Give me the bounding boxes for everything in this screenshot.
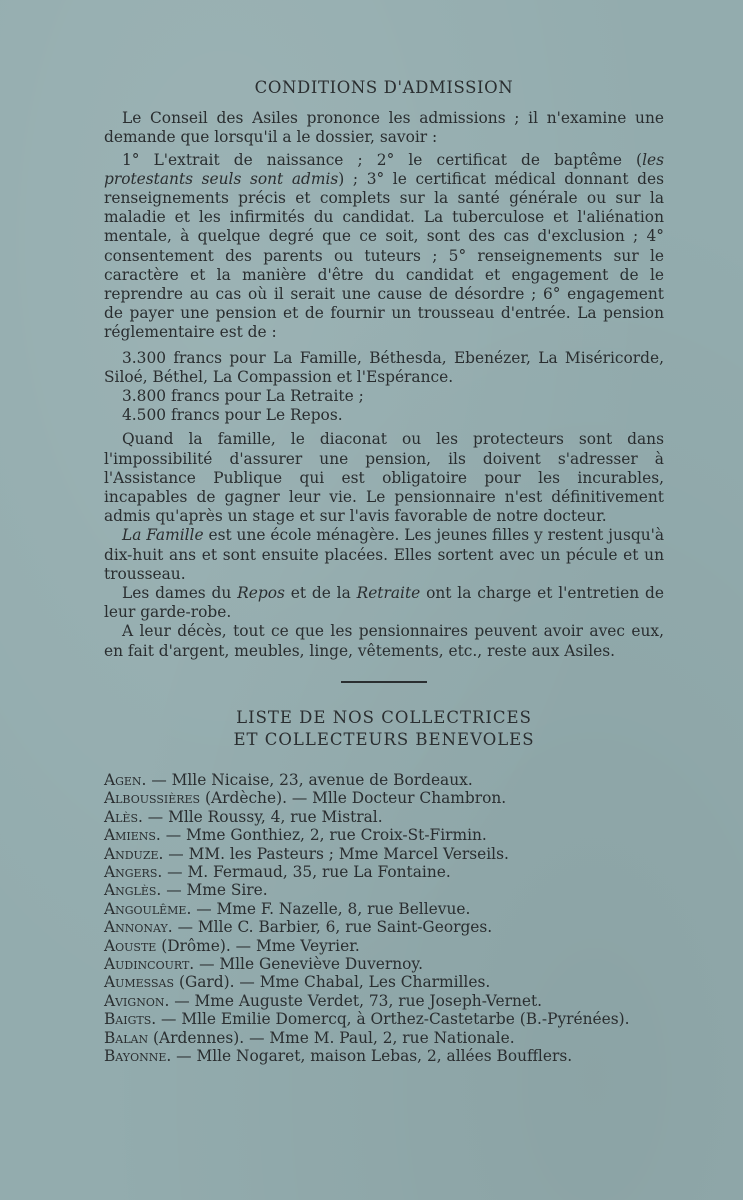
list-title-line-2: ET COLLECTEURS BENEVOLES: [233, 729, 535, 749]
collector-details: (Ardèche). — Mlle Docteur Chambron.: [200, 789, 507, 808]
dames-text-c: ont la charge et l'entretien de leur garde-robe.: [104, 584, 665, 622]
collector-details: (Drôme). — Mme Veyrier.: [156, 936, 360, 955]
dames-text-a: Les dames du: [122, 584, 238, 603]
conditions-italic: les protestants seuls sont admis: [104, 150, 664, 188]
collector-entry: [104, 1010, 664, 1028]
collector-city: Annonay.: [104, 918, 173, 937]
collector-entry: [104, 826, 664, 844]
collector-details: — Mme Gonthiez, 2, rue Croix-St-Firmin.: [160, 826, 487, 845]
section-divider: [341, 681, 427, 683]
collector-city: Amiens.: [104, 826, 161, 845]
collector-city: Baigts.: [104, 1010, 157, 1029]
collector-details: (Ardennes). — Mme M. Paul, 2, rue Nationale.: [148, 1028, 515, 1047]
intro-paragraph: Le Conseil des Asiles prononce les admissions ; il n'examine une demande que lorsqu'il a le dossier, savoir :: [104, 109, 664, 147]
collector-entry: [104, 937, 664, 955]
collector-details: — M. Fermaud, 35, rue La Fontaine.: [162, 862, 451, 881]
collector-details: — MM. les Pasteurs ; Mme Marcel Verseils.: [163, 844, 509, 863]
collector-details: — Mme Sire.: [161, 881, 268, 900]
collector-entry: [104, 845, 664, 863]
collector-entry: [104, 973, 664, 991]
collector-city: Audincourt.: [104, 954, 195, 973]
collector-details: (Gard). — Mme Chabal, Les Charmilles.: [174, 973, 491, 992]
collector-details: — Mlle Roussy, 4, rue Mistral.: [142, 807, 383, 826]
collector-city: Angers.: [104, 862, 163, 881]
collector-city: Aouste: [104, 936, 157, 955]
collector-entry: [104, 863, 664, 881]
collector-details: — Mlle Nicaise, 23, avenue de Bordeaux.: [146, 770, 473, 789]
collector-entry: [104, 881, 664, 899]
assistance-paragraph: Quand la famille, le diaconat ou les protecteurs sont dans l'impossibilité d'assurer une pension, ils doivent s'adresser à l'Assistance Publique qui est obligatoire pour les incurables, incapables de gagner leur vie. Le pensionnaire n'est définitivement admis qu'après un stage et sur l'avis favorable de notre docteur.: [104, 430, 664, 526]
section-title: CONDITIONS D'ADMISSION: [254, 78, 514, 97]
collector-city: Angoulême.: [104, 899, 192, 918]
collector-entry: [104, 771, 664, 789]
collector-list: [104, 771, 664, 1066]
list-title: [104, 707, 664, 751]
repos-italic: Repos: [237, 584, 285, 603]
collector-city: Anglès.: [104, 881, 162, 900]
conditions-text-2: ) ; 3° le certificat médical donnant des renseignements précis et complets sur la santé générale ou sur la maladie et les infirmités du candidat. La tuberculose et l'aliénation mentale, à quelque degré que ce soit, sont des cas d'exclusion ; 4° consentement des parents ou tuteurs ; 5° renseignements sur le caractère et la manière d'être du candidat et engagement de le reprendre au cas où il serait une cause de désordre ; 6° engagement de payer une pension et de fournir un trousseau d'entrée. La pension réglementaire est de :: [104, 169, 664, 342]
conditions-text-1: 1° L'extrait de naissance ; 2° le certificat de baptême (: [122, 150, 643, 169]
collector-entry: [104, 992, 664, 1010]
conditions-paragraph: [104, 151, 664, 343]
dames-paragraph: [104, 584, 664, 622]
famille-italic: La Famille: [122, 526, 204, 545]
fee-item: 4.500 francs pour Le Repos.: [122, 406, 343, 425]
famille-paragraph: [104, 526, 664, 584]
fee-item: 3.300 francs pour La Famille, Béthesda, Ebenézer, La Miséricorde, Siloé, Béthel, La Compassion et l'Espérance.: [104, 348, 664, 386]
collector-entry: [104, 808, 664, 826]
collector-city: Avignon.: [104, 991, 170, 1010]
deces-paragraph: A leur décès, tout ce que les pensionnaires peuvent avoir avec eux, en fait d'argent, meubles, linge, vêtements, etc., reste aux Asiles.: [104, 622, 664, 660]
fee-item: 3.800 francs pour La Retraite ;: [122, 387, 364, 406]
collector-details: — Mlle Nogaret, maison Lebas, 2, allées Boufflers.: [171, 1046, 573, 1065]
collector-city: Agen.: [104, 770, 147, 789]
dames-text-b: et de la: [284, 584, 357, 603]
list-title-line-1: LISTE DE NOS COLLECTRICES: [236, 707, 532, 727]
collector-entry: [104, 1047, 664, 1065]
famille-text: est une école ménagère. Les jeunes filles y restent jusqu'à dix-huit ans et sont ensuite placées. Elles sortent avec un pécule et un trousseau.: [104, 526, 665, 583]
fee-list: [104, 349, 664, 426]
collector-details: — Mlle Geneviève Duvernoy.: [194, 954, 423, 973]
collector-city: Aumessas: [104, 973, 175, 992]
collector-city: Balan: [104, 1028, 149, 1047]
collector-entry: [104, 1029, 664, 1047]
collector-entry: [104, 900, 664, 918]
collector-details: — Mme F. Nazelle, 8, rue Bellevue.: [191, 899, 471, 918]
collector-entry: [104, 789, 664, 807]
collector-entry: [104, 955, 664, 973]
retraite-italic: Retraite: [356, 584, 421, 603]
collector-details: — Mlle C. Barbier, 6, rue Saint-Georges.: [172, 918, 493, 937]
collector-entry: [104, 918, 664, 936]
collector-city: Anduze.: [104, 844, 164, 863]
collector-details: — Mlle Emilie Domercq, à Orthez-Castetarbe (B.-Pyrénées).: [156, 1010, 630, 1029]
collector-city: Bayonne.: [104, 1046, 172, 1065]
page-content: [104, 78, 664, 1065]
collector-city: Alboussières: [104, 789, 201, 808]
collector-details: — Mme Auguste Verdet, 73, rue Joseph-Vernet.: [169, 991, 543, 1010]
collector-city: Alès.: [104, 807, 143, 826]
